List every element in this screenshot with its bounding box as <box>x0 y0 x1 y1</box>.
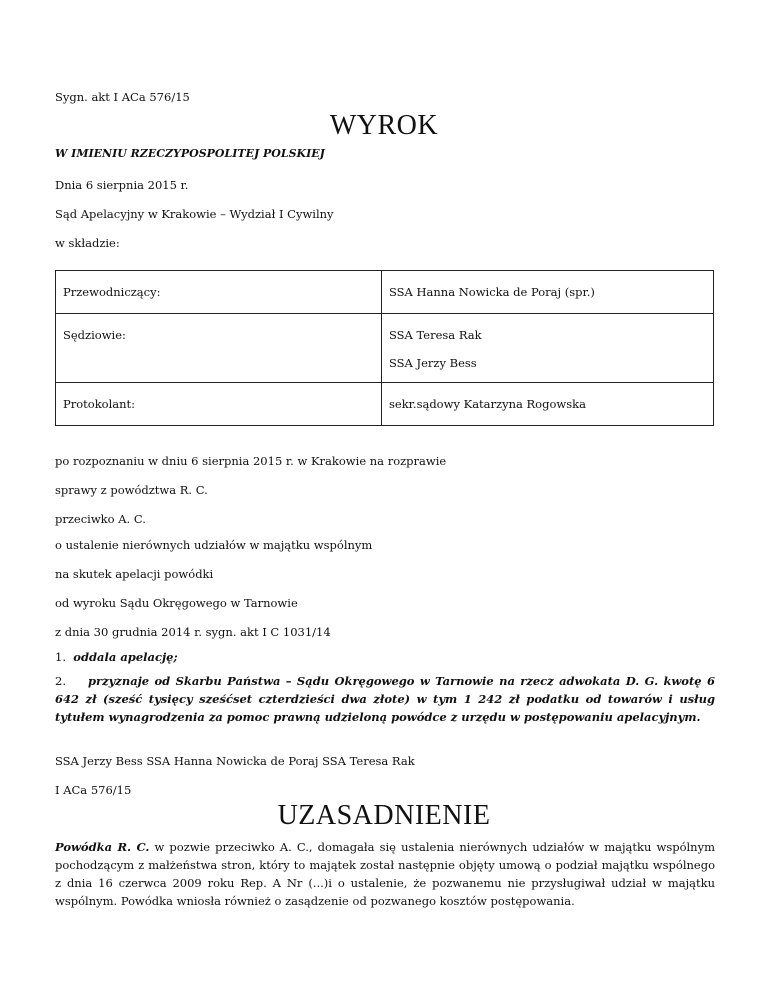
judges-label: Sędziowie: <box>63 328 126 342</box>
justification-lead: Powódka R. C. <box>55 840 150 854</box>
court-line: Sąd Apelacyjny w Krakowie – Wydział I Cywilny <box>55 207 334 221</box>
proceedings-line-7: z dnia 30 grudnia 2014 r. sygn. akt I C 1031/14 <box>55 625 331 639</box>
ruling-item-1-text: oddala apelację; <box>73 650 178 664</box>
in-name-heading: W IMIENIU RZECZYPOSPOLITEJ POLSKIEJ <box>55 147 325 160</box>
justification-title: UZASADNIENIE <box>277 800 491 831</box>
clerk-value: sekr.sądowy Katarzyna Rogowska <box>389 397 586 411</box>
justification-body: w pozwie przeciwko A. C., domagała się ustalenia nierównych udziałów w majątku wspólnym pochodzącym z małżeństwa stron, który to majątek został następnie objęty umową o podział majątku wspólnego z dnia 16 czerwca 2009 roku Rep. A Nr (...)i o ustalenie, że pozwanemu nie przysługiwał udział w majątku wspólnym. Powódka wniosła również o zasądzenie od pozwanego kosztów postępowania. <box>55 840 715 908</box>
ruling-item-2 <box>55 672 715 726</box>
ruling-item-1-num: 1. <box>55 650 66 664</box>
signatures: SSA Jerzy Bess SSA Hanna Nowicka de Poraj SSA Teresa Rak <box>55 754 415 768</box>
judge-1: SSA Teresa Rak <box>389 328 482 342</box>
composition-table <box>55 270 714 426</box>
clerk-label: Protokolant: <box>63 397 136 411</box>
proceedings-line-5: na skutek apelacji powódki <box>55 567 214 581</box>
ruling-item-2-text: przyznaje od Skarbu Państwa – Sądu Okręgowego w Tarnowie na rzecz adwokata D. G. kwotę 6 642 zł (sześć tysięcy sześćset czterdzieści dwa złote) w tym 1 242 zł podatku od towarów i usług tytułem wynagrodzenia za pomoc prawną udzieloną powódce z urzędu w postępowaniu apelacyjnym. <box>55 674 715 724</box>
page-title: WYROK <box>329 110 439 141</box>
date-line: Dnia 6 sierpnia 2015 r. <box>55 178 189 192</box>
justification-paragraph <box>55 838 715 910</box>
chair-label: Przewodniczący: <box>63 285 161 299</box>
chair-value: SSA Hanna Nowicka de Poraj (spr.) <box>389 285 595 299</box>
chair-row <box>56 271 714 314</box>
judges-row <box>56 314 714 383</box>
judge-2: SSA Jerzy Bess <box>389 356 477 370</box>
ruling-item-2-num: 2. <box>55 674 66 688</box>
composition-intro: w składzie: <box>55 236 120 250</box>
proceedings-line-3: przeciwko A. C. <box>55 512 146 526</box>
proceedings-line-1: po rozpoznaniu w dniu 6 sierpnia 2015 r. w Krakowie na rozprawie <box>55 454 447 468</box>
justification-case-ref: I ACa 576/15 <box>55 783 132 797</box>
proceedings-line-6: od wyroku Sądu Okręgowego w Tarnowie <box>55 596 298 610</box>
proceedings-line-4: o ustalenie nierównych udziałów w majątku wspólnym <box>55 538 373 552</box>
ruling-item-1 <box>55 650 178 664</box>
clerk-row <box>56 383 714 426</box>
case-reference: Sygn. akt I ACa 576/15 <box>55 90 190 104</box>
proceedings-line-2: sprawy z powództwa R. C. <box>55 483 208 497</box>
